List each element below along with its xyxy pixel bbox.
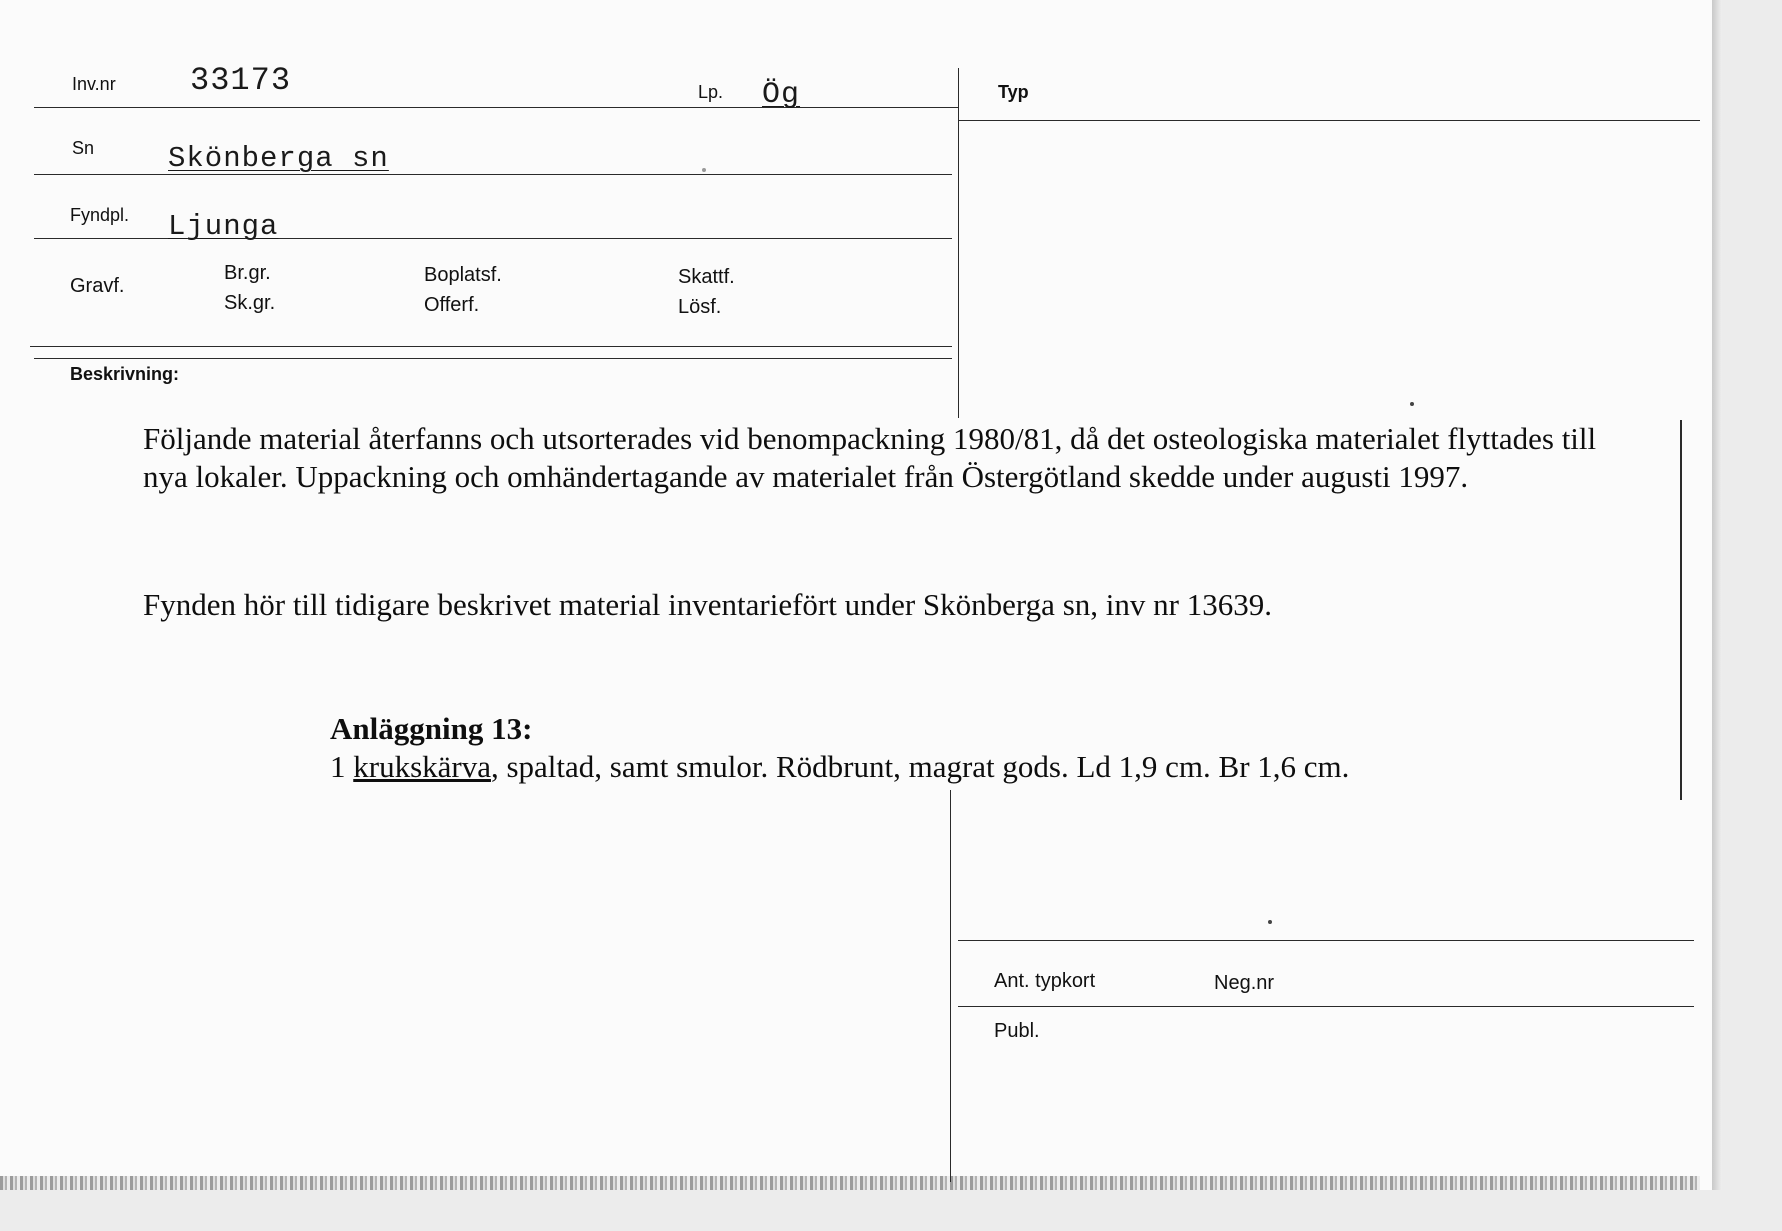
skattf-label: Skattf. <box>678 266 735 288</box>
card-bottom-edge <box>0 1176 1700 1190</box>
rule-beskrivning <box>34 358 952 359</box>
scan-speck <box>702 168 706 172</box>
description-reference <box>143 586 1623 624</box>
brgr-label: Br.gr. <box>224 262 271 284</box>
find-item-type: krukskärva <box>353 749 491 784</box>
rule-ant-typkort-top <box>958 940 1694 941</box>
gravf-label: Gravf. <box>70 275 125 297</box>
publ-label: Publ. <box>994 1020 1040 1042</box>
column-divider-bottom <box>950 790 951 1182</box>
description-paragraph-1: Följande material återfanns och utsorterades vid benompackning 1980/81, då det osteologiska materialet flyttades till nya lokaler. Uppackning och omhändertagande av materialet från Östergötland skedde under augusti 1997. <box>143 421 1597 494</box>
right-margin-line <box>1680 420 1682 800</box>
sn-label: Sn <box>72 138 95 158</box>
anlaggning-heading: Anläggning 13: <box>330 711 533 746</box>
fyndpl-value: Ljunga <box>168 210 279 243</box>
column-divider-top <box>958 68 959 418</box>
card-edge-shadow <box>1712 0 1722 1190</box>
find-item-count: 1 <box>330 749 354 784</box>
lp-label: Lp. <box>698 82 724 102</box>
beskrivning-label: Beskrivning: <box>70 364 180 384</box>
losf-label: Lösf. <box>678 296 722 318</box>
inv-nr-value: 33173 <box>190 62 292 99</box>
sn-value: Skönberga sn <box>168 142 389 175</box>
neg-nr-label: Neg.nr <box>1214 972 1275 994</box>
find-item <box>330 748 1630 786</box>
description-paragraph-2: Fynden hör till tidigare beskrivet material inventariefört under Skönberga sn, inv nr 13639. <box>143 587 1272 622</box>
fyndpl-label: Fyndpl. <box>70 205 130 225</box>
ant-typkort-label: Ant. typkort <box>994 970 1096 992</box>
skgr-label: Sk.gr. <box>224 292 276 314</box>
find-item-details: , spaltad, samt smulor. Rödbrunt, magrat gods. Ld 1,9 cm. Br 1,6 cm. <box>490 749 1350 784</box>
typ-label: Typ <box>998 82 1029 102</box>
rule-categories <box>30 346 952 347</box>
rule-typ <box>958 120 1700 121</box>
inv-nr-label: Inv.nr <box>72 74 116 94</box>
scan-speck <box>1410 402 1414 406</box>
rule-ant-typkort-bottom <box>958 1006 1694 1007</box>
anlaggning-section <box>330 710 1630 786</box>
rule-invnr <box>34 107 958 108</box>
boplatsf-label: Boplatsf. <box>424 264 502 286</box>
description-intro <box>143 420 1623 496</box>
scan-speck <box>1268 920 1272 924</box>
lp-value: Ög <box>762 78 801 112</box>
offerf-label: Offerf. <box>424 294 480 316</box>
